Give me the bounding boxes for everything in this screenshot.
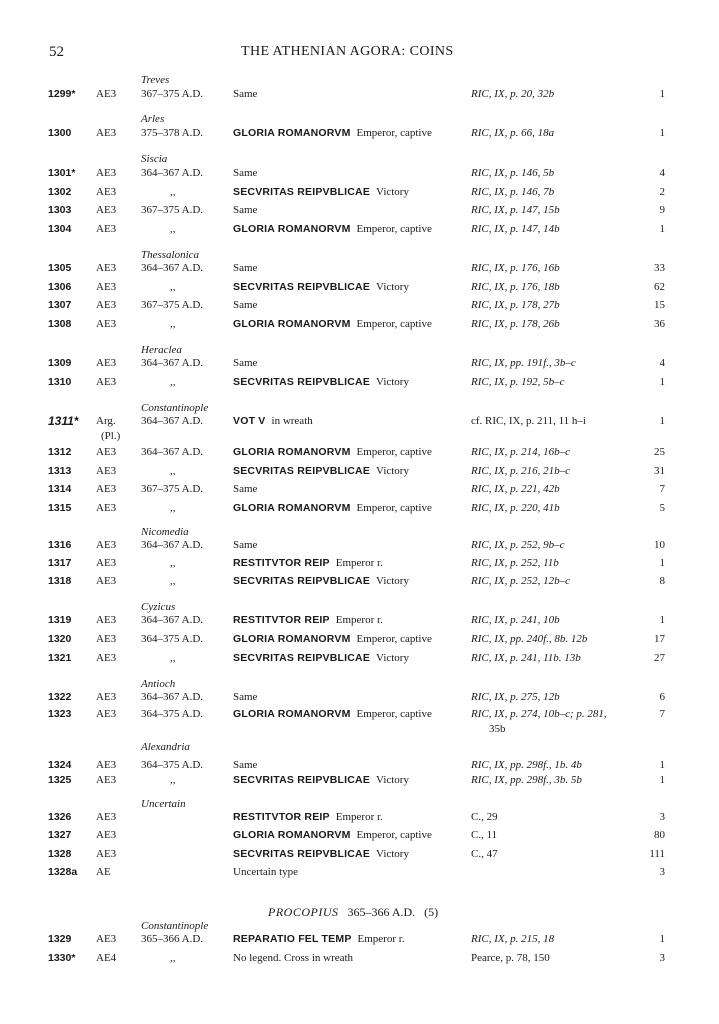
description: Same <box>233 88 258 100</box>
legend: SECVRITAS REIPVBLICAE <box>233 575 371 587</box>
count: 36 <box>654 318 665 330</box>
reference: RIC, IX, p. 147, 15b <box>471 204 560 216</box>
reference: RIC, IX, p. 176, 16b <box>471 262 560 274</box>
ditto-mark: ,, <box>170 223 176 235</box>
count: 1 <box>659 557 665 569</box>
count: 3 <box>659 811 665 823</box>
catalog-number: 1309 <box>48 357 72 369</box>
date-range: 364–367 A.D. <box>141 167 204 179</box>
catalog-row <box>0 573 719 589</box>
metal: AE3 <box>96 127 117 139</box>
count: 62 <box>654 281 665 293</box>
catalog-row <box>0 931 719 947</box>
catalog-number: 1306 <box>48 281 72 293</box>
count: 33 <box>654 262 665 274</box>
metal: AE3 <box>96 299 117 311</box>
reference: RIC, IX, p. 192, 5b–c <box>471 376 565 388</box>
metal: AE3 <box>96 318 117 330</box>
mint-heading: Cyzicus <box>141 601 176 613</box>
reference: RIC, IX, p. 252, 11b <box>471 557 559 569</box>
reference: C., 11 <box>471 829 498 841</box>
legend: SECVRITAS REIPVBLICAE <box>233 848 371 860</box>
legend: SECVRITAS REIPVBLICAE <box>233 652 371 664</box>
count: 1 <box>659 223 665 235</box>
legend: GLORIA ROMANORVM <box>233 829 351 841</box>
metal: AE4 <box>96 952 117 964</box>
catalog-row <box>0 772 719 788</box>
count: 1 <box>659 415 665 427</box>
catalog-row <box>0 631 719 647</box>
ditto-mark: ,, <box>170 774 176 786</box>
count: 2 <box>659 186 665 198</box>
catalog-row <box>0 374 719 390</box>
metal: AE3 <box>96 708 117 720</box>
type: Emperor r. <box>357 933 405 945</box>
reference: RIC, IX, p. 147, 14b <box>471 223 560 235</box>
catalog-row <box>0 355 719 371</box>
metal: AE3 <box>96 774 117 786</box>
ditto-mark: ,, <box>170 502 176 514</box>
ruler-heading <box>268 905 438 920</box>
count: 1 <box>659 774 665 786</box>
ditto-mark: ,, <box>170 465 176 477</box>
catalog-row <box>0 125 719 141</box>
catalog-number: 1321 <box>48 652 72 664</box>
legend: RESTITVTOR REIP <box>233 614 330 626</box>
description: Uncertain type <box>233 866 299 878</box>
catalog-row <box>0 864 719 880</box>
legend: GLORIA ROMANORVM <box>233 502 351 514</box>
legend: GLORIA ROMANORVM <box>233 318 351 330</box>
date-range: 365–366 A.D. <box>141 933 204 945</box>
reference: RIC, IX, p. 241, 11b. 13b <box>471 652 581 664</box>
reference: RIC, IX, p. 241, 10b <box>471 614 560 626</box>
catalog-row <box>0 413 719 442</box>
catalog-row <box>0 221 719 237</box>
ditto-mark: ,, <box>170 376 176 388</box>
reference: RIC, IX, p. 275, 12b <box>471 691 560 703</box>
type: Victory <box>376 281 409 293</box>
type: Emperor, captive <box>356 223 432 235</box>
count: 27 <box>654 652 665 664</box>
ditto-mark: ,, <box>170 557 176 569</box>
catalog-row <box>0 950 719 966</box>
reference: RIC, IX, p. 20, 32b <box>471 88 555 100</box>
metal: AE3 <box>96 575 117 587</box>
reference: RIC, IX, p. 146, 7b <box>471 186 555 198</box>
legend: SECVRITAS REIPVBLICAE <box>233 774 371 786</box>
metal: AE3 <box>96 186 117 198</box>
reference: cf. RIC, IX, p. 211, 11 h–i <box>471 415 586 427</box>
count: 8 <box>659 575 665 587</box>
catalog-number: 1329 <box>48 933 72 945</box>
reference: RIC, IX, pp. 240f., 8b. 12b <box>471 633 588 645</box>
mint-heading: Nicomedia <box>141 526 189 538</box>
type: Emperor r. <box>335 614 383 626</box>
type: Victory <box>376 465 409 477</box>
count: 15 <box>654 299 665 311</box>
date-range: 367–375 A.D. <box>141 483 204 495</box>
catalog-number: 1328 <box>48 848 72 860</box>
metal: AE3 <box>96 502 117 514</box>
ruler-count: (5) <box>424 905 439 919</box>
metal: AE3 <box>96 539 117 551</box>
catalog-number: 1299* <box>48 88 76 100</box>
metal: AE3 <box>96 204 117 216</box>
catalog-number: 1303 <box>48 204 72 216</box>
count: 9 <box>659 204 665 216</box>
mint-heading: Thessalonica <box>141 249 200 261</box>
count: 5 <box>659 502 665 514</box>
catalog-row <box>0 463 719 479</box>
description: Same <box>233 483 258 495</box>
catalog-number: 1313 <box>48 465 72 477</box>
date-range: 375–378 A.D. <box>141 127 204 139</box>
legend: RESTITVTOR REIP <box>233 557 330 569</box>
mint-heading: Heraclea <box>141 344 182 356</box>
legend: RESTITVTOR REIP <box>233 811 330 823</box>
catalog-row <box>0 444 719 460</box>
metal: AE3 <box>96 465 117 477</box>
legend: GLORIA ROMANORVM <box>233 633 351 645</box>
type: Emperor, captive <box>356 502 432 514</box>
catalog-number: 1300 <box>48 127 72 139</box>
reference: RIC, IX, p. 176, 18b <box>471 281 560 293</box>
date-range: 367–375 A.D. <box>141 204 204 216</box>
legend: VOT V <box>233 415 266 427</box>
type: Emperor, captive <box>356 318 432 330</box>
reference: RIC, IX, p. 216, 21b–c <box>471 465 570 477</box>
type: Emperor, captive <box>356 829 432 841</box>
catalog-number: 1315 <box>48 502 72 514</box>
date-range: 367–375 A.D. <box>141 88 204 100</box>
ditto-mark: ,, <box>170 281 176 293</box>
ditto-mark: ,, <box>170 318 176 330</box>
date-range: 364–367 A.D. <box>141 262 204 274</box>
ditto-mark: ,, <box>170 186 176 198</box>
type: Victory <box>376 186 409 198</box>
description: Same <box>233 357 258 369</box>
count: 1 <box>659 614 665 626</box>
reference-continued: 35b <box>489 723 506 735</box>
description: No legend. Cross in wreath <box>233 952 354 964</box>
count: 31 <box>654 465 665 477</box>
catalog-row <box>0 757 719 773</box>
catalog-row <box>0 706 719 735</box>
date-range: 364–367 A.D. <box>141 614 204 626</box>
metal: AE3 <box>96 88 117 100</box>
count: 7 <box>659 483 665 495</box>
catalog-number: 1314 <box>48 483 72 495</box>
reference: RIC, IX, p. 220, 41b <box>471 502 560 514</box>
mint-heading: Constantinople <box>141 920 209 932</box>
catalog-number: 1322 <box>48 691 72 703</box>
mint-heading: Antioch <box>141 678 176 690</box>
legend: GLORIA ROMANORVM <box>233 708 351 720</box>
type: in wreath <box>271 415 313 427</box>
type: Victory <box>376 652 409 664</box>
count: 1 <box>659 88 665 100</box>
metal: AE3 <box>96 933 117 945</box>
catalog-number: 1302 <box>48 186 72 198</box>
count: 1 <box>659 376 665 388</box>
count: 4 <box>659 167 665 179</box>
metal: AE3 <box>96 167 117 179</box>
description: Same <box>233 262 258 274</box>
reference: RIC, IX, p. 252, 9b–c <box>471 539 565 551</box>
legend: GLORIA ROMANORVM <box>233 446 351 458</box>
metal: AE <box>96 866 111 878</box>
type: Emperor, captive <box>356 446 432 458</box>
metal: AE3 <box>96 446 117 458</box>
reference: RIC, IX, p. 66, 18a <box>471 127 555 139</box>
reference: RIC, IX, p. 178, 26b <box>471 318 560 330</box>
catalog-row <box>0 279 719 295</box>
catalog-row <box>0 165 719 181</box>
catalog-number: 1311* <box>48 414 79 428</box>
legend: SECVRITAS REIPVBLICAE <box>233 376 371 388</box>
mint-heading: Alexandria <box>141 741 190 753</box>
type: Emperor, captive <box>356 708 432 720</box>
count: 10 <box>654 539 665 551</box>
description: Same <box>233 691 258 703</box>
page-title: THE ATHENIAN AGORA: COINS <box>241 44 454 59</box>
metal: AE3 <box>96 281 117 293</box>
catalog-row <box>0 555 719 571</box>
legend: GLORIA ROMANORVM <box>233 223 351 235</box>
catalog-row <box>0 184 719 200</box>
mint-heading: Constantinople <box>141 402 209 414</box>
description: Same <box>233 539 258 551</box>
date-range: 364–367 A.D. <box>141 539 204 551</box>
catalog-number: 1328a <box>48 866 78 878</box>
count: 3 <box>659 866 665 878</box>
ruler-name: PROCOPIUS <box>268 905 339 919</box>
catalog-row <box>0 650 719 666</box>
legend: GLORIA ROMANORVM <box>233 127 351 139</box>
metal: AE3 <box>96 483 117 495</box>
catalog-row <box>0 260 719 276</box>
reference: C., 47 <box>471 848 498 860</box>
description: Same <box>233 204 258 216</box>
reference: RIC, IX, pp. 298f., 1b. 4b <box>471 759 582 771</box>
count: 1 <box>659 127 665 139</box>
catalog-number: 1312 <box>48 446 72 458</box>
metal: AE3 <box>96 848 117 860</box>
metal: AE3 <box>96 262 117 274</box>
ditto-mark: ,, <box>170 652 176 664</box>
type: Victory <box>376 376 409 388</box>
mint-heading: Arles <box>141 113 165 125</box>
catalog-row <box>0 689 719 705</box>
catalog-number: 1326 <box>48 811 72 823</box>
reference: C., 29 <box>471 811 498 823</box>
metal: AE3 <box>96 829 117 841</box>
count: 3 <box>659 952 665 964</box>
ditto-mark: ,, <box>170 952 176 964</box>
catalog-number: 1301* <box>48 167 76 179</box>
catalog-number: 1330* <box>48 952 76 964</box>
count: 7 <box>659 708 665 720</box>
date-range: 364–367 A.D. <box>141 691 204 703</box>
catalog-row <box>0 846 719 862</box>
description: Same <box>233 759 258 771</box>
date-range: 364–367 A.D. <box>141 357 204 369</box>
date-range: 367–375 A.D. <box>141 299 204 311</box>
catalog-number: 1324 <box>48 759 72 771</box>
description: Same <box>233 167 258 179</box>
metal: AE3 <box>96 357 117 369</box>
type: Victory <box>376 575 409 587</box>
catalog-number: 1307 <box>48 299 72 311</box>
type: Victory <box>376 774 409 786</box>
catalog-number: 1317 <box>48 557 72 569</box>
catalog-row <box>0 537 719 553</box>
reference: RIC, IX, p. 146, 5b <box>471 167 555 179</box>
legend: REPARATIO FEL TEMP <box>233 933 352 945</box>
legend: SECVRITAS REIPVBLICAE <box>233 465 371 477</box>
date-range: 364–375 A.D. <box>141 633 204 645</box>
type: Emperor r. <box>335 557 383 569</box>
date-range: 364–367 A.D. <box>141 446 204 458</box>
plate-reference: (Pl.) <box>101 430 121 442</box>
ditto-mark: ,, <box>170 575 176 587</box>
reference: RIC, IX, p. 215, 18 <box>471 933 555 945</box>
date-range: 364–367 A.D. <box>141 415 204 427</box>
count: 4 <box>659 357 665 369</box>
catalog-row <box>0 297 719 313</box>
metal: AE3 <box>96 691 117 703</box>
type: Emperor, captive <box>356 633 432 645</box>
count: 80 <box>654 829 665 841</box>
metal: Arg. <box>96 415 116 427</box>
legend: SECVRITAS REIPVBLICAE <box>233 281 371 293</box>
catalog-number: 1318 <box>48 575 72 587</box>
reference: RIC, IX, p. 178, 27b <box>471 299 560 311</box>
catalog-number: 1323 <box>48 708 72 720</box>
metal: AE3 <box>96 652 117 664</box>
catalog-row <box>0 809 719 825</box>
catalog-number: 1304 <box>48 223 72 235</box>
mint-heading: Siscia <box>141 153 168 165</box>
count: 6 <box>659 691 665 703</box>
ruler-dates: 365–366 A.D. <box>347 905 416 919</box>
count: 111 <box>649 848 665 860</box>
catalog-row <box>0 481 719 497</box>
description: Same <box>233 299 258 311</box>
date-range: 364–375 A.D. <box>141 708 204 720</box>
catalog-number: 1327 <box>48 829 72 841</box>
catalog-number: 1320 <box>48 633 72 645</box>
catalog-number: 1310 <box>48 376 72 388</box>
date-range: 364–375 A.D. <box>141 759 204 771</box>
reference: RIC, IX, pp. 191f., 3b–c <box>471 357 576 369</box>
catalog-number: 1308 <box>48 318 72 330</box>
metal: AE3 <box>96 376 117 388</box>
count: 25 <box>654 446 665 458</box>
count: 1 <box>659 759 665 771</box>
catalog-row <box>0 202 719 218</box>
type: Victory <box>376 848 409 860</box>
catalog-number: 1325 <box>48 774 72 786</box>
catalog-number: 1319 <box>48 614 72 626</box>
legend: SECVRITAS REIPVBLICAE <box>233 186 371 198</box>
type: Emperor r. <box>335 811 383 823</box>
catalog-number: 1316 <box>48 539 72 551</box>
catalog-number: 1305 <box>48 262 72 274</box>
catalog-row <box>0 86 719 102</box>
count: 1 <box>659 933 665 945</box>
metal: AE3 <box>96 633 117 645</box>
catalog-row <box>0 316 719 332</box>
metal: AE3 <box>96 759 117 771</box>
reference: RIC, IX, p. 252, 12b–c <box>471 575 570 587</box>
catalog-row <box>0 500 719 516</box>
reference: RIC, IX, p. 221, 42b <box>471 483 560 495</box>
mint-heading: Treves <box>141 74 170 86</box>
metal: AE3 <box>96 223 117 235</box>
page-number: 52 <box>49 44 64 60</box>
mint-heading: Uncertain <box>141 798 186 810</box>
type: Emperor, captive <box>356 127 432 139</box>
metal: AE3 <box>96 614 117 626</box>
catalog-row <box>0 612 719 628</box>
count: 17 <box>654 633 665 645</box>
catalog-row <box>0 827 719 843</box>
reference: RIC, IX, p. 214, 16b–c <box>471 446 570 458</box>
metal: AE3 <box>96 557 117 569</box>
reference: RIC, IX, pp. 298f., 3b. 5b <box>471 774 582 786</box>
reference: RIC, IX, p. 274, 10b–c; p. 281, <box>471 708 607 720</box>
reference: Pearce, p. 78, 150 <box>471 952 550 964</box>
metal: AE3 <box>96 811 117 823</box>
